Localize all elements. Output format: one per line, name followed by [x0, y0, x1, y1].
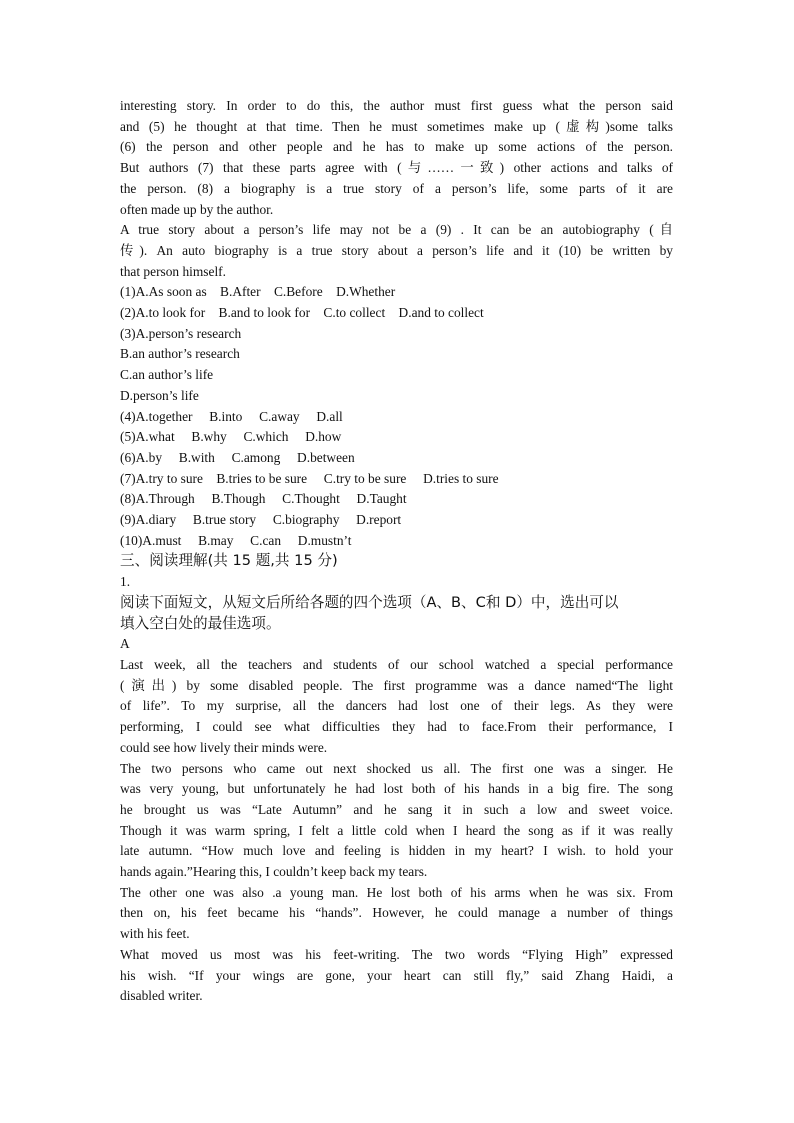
- passage-line: then on, his feet became his “hands”. However, he could manage a number of things: [120, 905, 673, 921]
- passage-line: was very young, but unfortunately he had lost both of his hands in a big fire. The song: [120, 781, 673, 797]
- passage-line: A true story about a person’s life may not be a (9) . It can be an autobiography (自: [120, 222, 673, 238]
- option-line: (1)A.As soon as B.After C.Before D.Whether: [120, 284, 396, 300]
- section-heading: 三、阅读理解(共 15 题,共 15 分): [120, 552, 338, 570]
- option-line: (6)A.by B.with C.among D.between: [120, 449, 355, 465]
- passage-line: could see how lively their minds were.: [120, 739, 328, 755]
- passage-line: with his feet.: [120, 926, 190, 942]
- option-line: (10)A.must B.may C.can D.mustn’t: [120, 532, 352, 548]
- passage-line: disabled writer.: [120, 988, 203, 1004]
- passage-line: often made up by the author.: [120, 201, 274, 217]
- passage-line: that person himself.: [120, 263, 226, 279]
- passage-line: 传). An auto biography is a true story about a person’s life and it (10) be written by: [120, 242, 673, 258]
- option-line: (7)A.try to sure B.tries to be sure C.try to be sure D.tries to sure: [120, 470, 499, 486]
- passage-line: he brought us was “Late Autumn” and he sang it in such a low and sweet voice.: [120, 801, 673, 817]
- option-line: (2)A.to look for B.and to look for C.to collect D.and to collect: [120, 305, 484, 321]
- passage-line: (演出) by some disabled people. The first programme was a dance named“The light: [120, 677, 673, 693]
- document-body: [120, 96, 673, 1007]
- passage-line: and (5) he thought at that time. Then he must sometimes make up (虚构)some talks: [120, 118, 673, 134]
- passage-line: But authors (7) that these parts agree with (与……一致) other actions and talks of: [120, 160, 673, 176]
- answer-options: [120, 282, 673, 551]
- passage-label: A: [120, 636, 130, 652]
- passage-line: his wish. “If your wings are gone, your heart can still fly,” said Zhang Haidi, a: [120, 967, 673, 983]
- passage-line: The two persons who came out next shocked us all. The first one was a singer. He: [120, 760, 673, 776]
- option-line: (8)A.Through B.Though C.Thought D.Taught: [120, 491, 407, 507]
- option-line: (9)A.diary B.true story C.biography D.report: [120, 512, 402, 528]
- passage-line: What moved us most was his feet-writing. The two words “Flying High” expressed: [120, 946, 673, 962]
- option-line: (4)A.together B.into C.away D.all: [120, 408, 343, 424]
- cloze-passage: [120, 96, 673, 282]
- passage-line: interesting story. In order to do this, the author must first guess what the person said: [120, 98, 673, 113]
- option-line: (5)A.what B.why C.which D.how: [120, 429, 342, 445]
- question-number: 1.: [120, 574, 131, 590]
- passage-line: of life”. To my surprise, all the dancers had lost one of their legs. As they were: [120, 698, 673, 714]
- reading-passage: [120, 655, 673, 1007]
- passage-line: performing, I could see what difficulties they had to face.From their performance, I: [120, 719, 673, 735]
- option-line: D.person’s life: [120, 387, 199, 403]
- instruction-line: 阅读下面短文，从短文后所给各题的四个选项（A、B、C和 D）中，选出可以: [120, 593, 619, 611]
- passage-line: Though it was warm spring, I felt a little cold when I heard the song as if it was really: [120, 822, 673, 838]
- option-line: (3)A.person’s research: [120, 325, 242, 341]
- passage-line: late autumn. “How much love and feeling is hidden in my heart? I wish. to hold your: [120, 843, 673, 859]
- option-line: B.an author’s research: [120, 346, 240, 362]
- passage-line: (6) the person and other people and he has to make up some actions of the person.: [120, 139, 673, 155]
- option-line: C.an author’s life: [120, 367, 214, 383]
- passage-line: the person. (8) a biography is a true story of a person’s life, some parts of it are: [120, 180, 673, 196]
- instruction-line: 填入空白处的最佳选项。: [120, 614, 281, 632]
- passage-line: hands again.”Hearing this, I couldn’t keep back my tears.: [120, 864, 428, 880]
- passage-line: The other one was also .a young man. He lost both of his arms when he was six. From: [120, 884, 673, 900]
- passage-line: Last week, all the teachers and students of our school watched a special performance: [120, 656, 673, 672]
